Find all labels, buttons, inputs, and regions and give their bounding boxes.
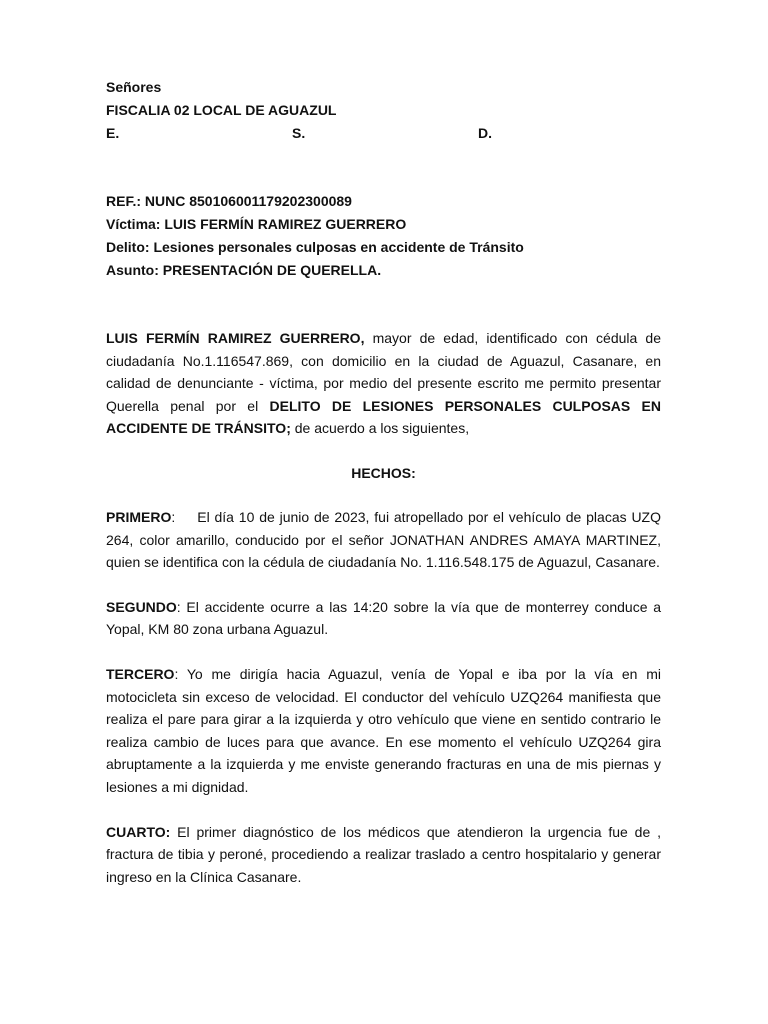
intro-text-2: de acuerdo a los siguientes, — [290, 420, 470, 437]
subject-label: Asunto: — [106, 262, 159, 278]
fact-text: Yo me dirigía hacia Aguazul, venía de Yopal e iba por la vía en mi motocicleta sin exceso de velocidad. El conductor del vehículo UZQ264 manifiesta que realiza el pare para girar a la izquierda y otro vehículo que viene en sentido contrario le realiza cambio de luces para que avance. En ese momento el vehículo UZQ264 gira abruptamente a la izquierda y me enviste generando fracturas en una de mis piernas y lesiones a mi dignidad. — [106, 665, 661, 795]
intro-text-1: mayor de edad, identificado con cédula de ciudadanía No.1.116547.869, con domicilio en la ciudad de Aguazul, Casanare, en calidad de denunciante - víctima, por medio del presente escrito me permito presentar Querella penal por el — [106, 330, 662, 414]
fact-segundo — [106, 596, 661, 641]
fact-sep: : — [176, 598, 181, 615]
fact-label: TERCERO — [106, 665, 175, 682]
victim-label: Víctima: — [106, 216, 161, 232]
reference-line — [106, 190, 661, 213]
fact-cuarto — [106, 821, 661, 889]
fact-tercero — [106, 663, 661, 799]
fact-sep: : — [174, 665, 179, 682]
document-page — [106, 76, 661, 910]
fact-label: CUARTO: — [106, 823, 171, 840]
esd-d: D. — [478, 125, 492, 141]
intro-crime: DELITO DE LESIONES PERSONALES CULPOSAS EN ACCIDENTE DE TRÁNSITO; — [106, 397, 661, 437]
victim-line — [106, 213, 661, 236]
subject-value: PRESENTACIÓN DE QUERELLA. — [162, 262, 382, 278]
salutation: Señores — [106, 79, 162, 95]
esd-e: E. — [106, 125, 120, 141]
subject-line — [106, 259, 661, 282]
intro-paragraph — [106, 327, 661, 440]
fact-text: El accidente ocurre a las 14:20 sobre la vía que de monterrey conduce a Yopal, KM 80 zona urbana Aguazul. — [106, 598, 661, 638]
fact-text: El día 10 de junio de 2023, fui atropellado por el vehículo de placas UZQ 264, color amarillo, conducido por el señor JONATHAN ANDRES AMAYA MARTINEZ, quien se identifica con la cédula de ciudadanía No. 1.116.548.175 de Aguazul, Casanare. — [106, 508, 661, 571]
crime-value: Lesiones personales culposas en accidente de Tránsito — [153, 239, 524, 255]
intro-name: LUIS FERMÍN RAMIREZ GUERRERO, — [106, 330, 365, 346]
facts-heading: HECHOS: — [351, 464, 416, 481]
esd-line — [106, 122, 661, 145]
fact-label: PRIMERO — [106, 508, 172, 525]
fact-text: El primer diagnóstico de los médicos que atendieron la urgencia fue de , fractura de tibia y peroné, procediendo a realizar traslado a centro hospitalario y generar ingreso en la Clínica Casanare. — [106, 823, 661, 885]
esd-s: S. — [292, 125, 306, 141]
ref-value: NUNC 850106001179202300089 — [144, 193, 352, 209]
fact-sep: : — [171, 508, 176, 525]
victim-value: LUIS FERMÍN RAMIREZ GUERRERO — [164, 216, 407, 232]
fact-label: SEGUNDO — [106, 598, 177, 615]
crime-label: Delito: — [106, 239, 150, 255]
addressee-office: FISCALIA 02 LOCAL DE AGUAZUL — [106, 102, 337, 118]
fact-primero — [106, 506, 661, 574]
ref-label: REF.: — [106, 193, 141, 209]
crime-line — [106, 236, 661, 259]
